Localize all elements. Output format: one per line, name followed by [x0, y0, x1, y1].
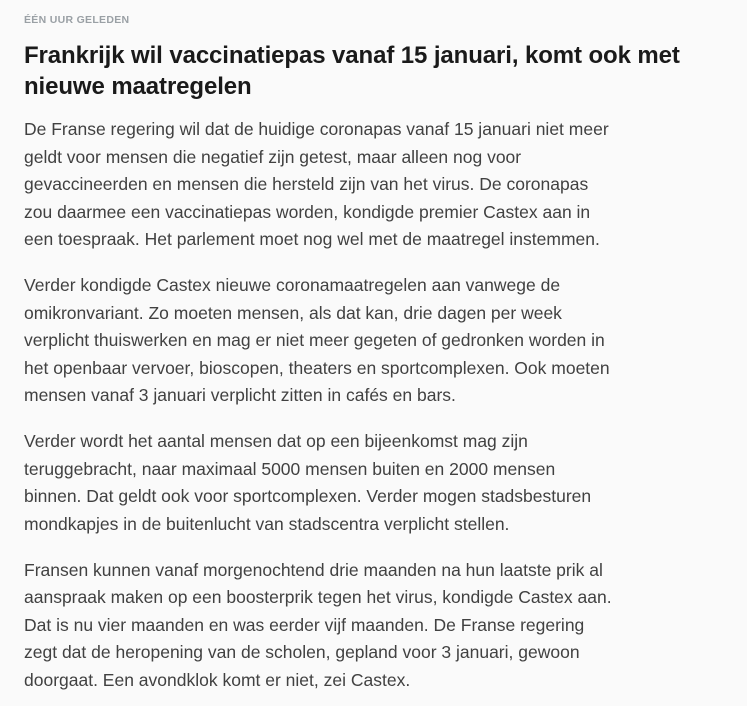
article-paragraph: De Franse regering wil dat de huidige coronapas vanaf 15 januari niet meer geldt voor mensen die negatief zijn getest, maar alleen nog voor gevaccineerden en mensen die hersteld zijn van het virus. De coronapas zou daarmee een vaccinatiepas worden, kondigde premier Castex aan in een toespraak. Het parlement moet nog wel met de maatregel instemmen. [24, 119, 609, 249]
article-paragraph: Verder wordt het aantal mensen dat op een bijeenkomst mag zijn teruggebracht, naar maximaal 5000 mensen buiten en 2000 mensen binnen. Dat geldt ook voor sportcomplexen. Verder mogen stadsbesturen mondkapjes in de buitenlucht van stadscentra verplicht stellen. [24, 431, 592, 534]
article-paragraph: Fransen kunnen vanaf morgenochtend drie maanden na hun laatste prik al aanspraak maken op een boosterprik tegen het virus, kondigde Castex aan. Dat is nu vier maanden en was eerder vijf maanden. De Franse regering zegt dat de heropening van de scholen, gepland voor 3 januari, gewoon doorgaat. Een avondklok komt er niet, zei Castex. [24, 559, 612, 690]
article-paragraph: Verder kondigde Castex nieuwe coronamaatregelen aan vanwege de omikronvariant. Zo moeten mensen, als dat kan, drie dagen per week verplicht thuiswerken en mag er niet meer gegeten of gedronken worden in het openbaar vervoer, bioscopen, theaters en sportcomplexen. Ook moeten mensen vanaf 3 januari verplicht zitten in cafés en bars. [24, 275, 610, 405]
article-timestamp: ÉÉN UUR GELEDEN [24, 14, 130, 26]
article-title: Frankrijk wil vaccinatiepas vanaf 15 januari, komt ook met nieuwe maatregelen [24, 42, 680, 100]
